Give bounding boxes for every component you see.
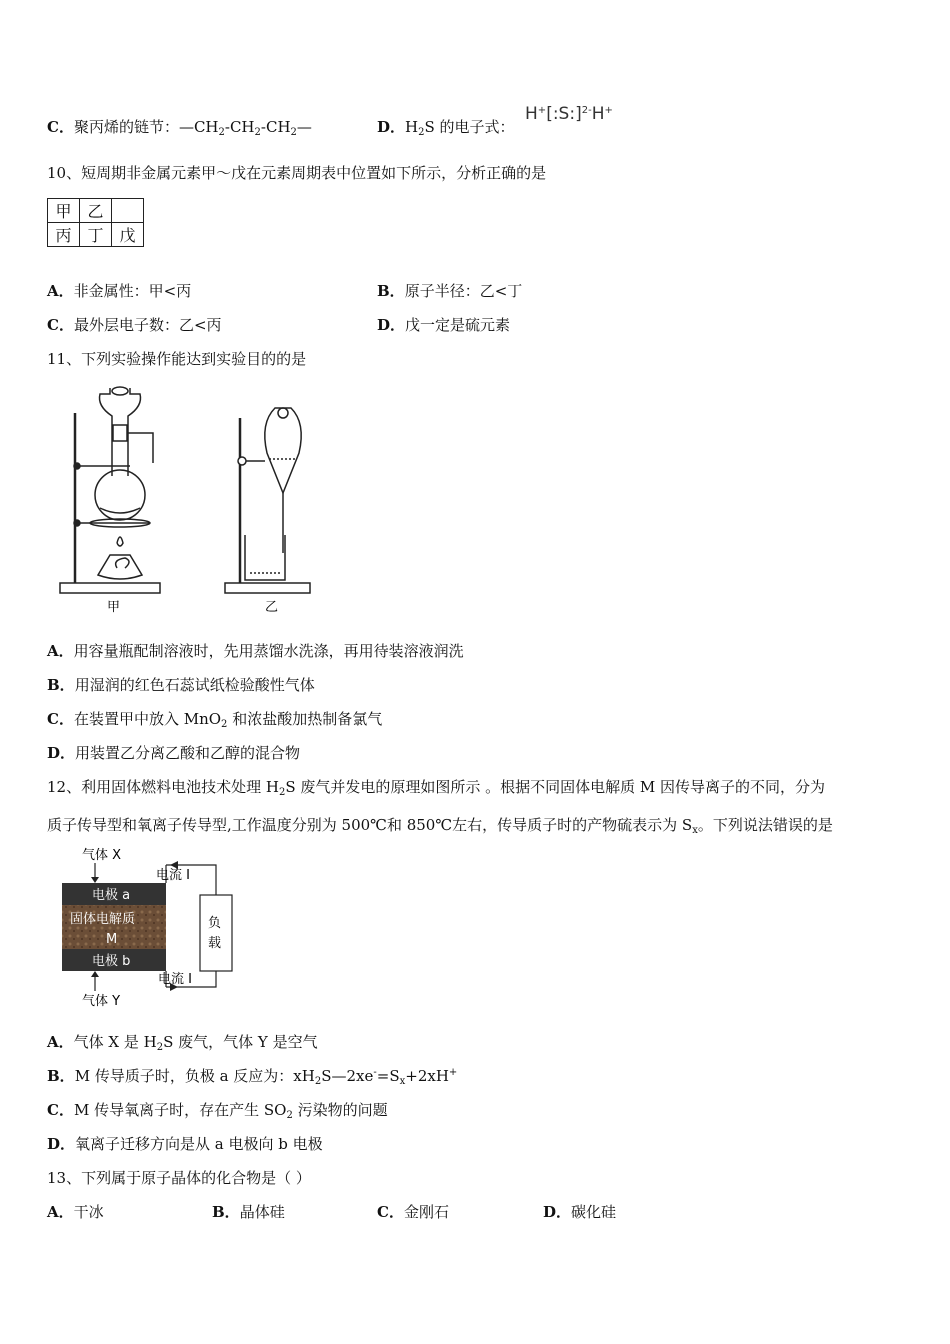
lab-apparatus-figure — [55, 383, 315, 618]
load-box — [200, 895, 232, 971]
figure-label-b: 乙 — [265, 600, 279, 615]
q13-option-c: C．金刚石 — [377, 1203, 449, 1221]
cell-jia: 甲 — [48, 199, 80, 223]
arrow-up-icon — [91, 971, 99, 977]
q13-option-d: D．碳化硅 — [543, 1203, 617, 1221]
q12-stem-line-2: 质子传导型和氧离子传导型,工作温度分别为 500℃和 850℃左右，传导质子时的产物硫表示为 $S_x$。下列说法错误的是 — [47, 816, 833, 836]
periodic-table-fragment — [47, 198, 144, 247]
svg-text:载: 载 — [208, 936, 222, 951]
separatory-funnel-a — [100, 388, 113, 476]
q10-option-d: D．戊一定是硫元素 — [377, 316, 511, 334]
q13-option-b: B．晶体硅 — [212, 1203, 285, 1221]
q13-option-a: A．干冰 — [47, 1203, 104, 1221]
cell-bing: 丙 — [48, 223, 80, 247]
stopper — [113, 425, 127, 441]
fuel-cell-diagram — [60, 845, 240, 1010]
svg-text:固体电解质: 固体电解质 — [70, 912, 136, 927]
q11-option-d: D．用装置乙分离乙酸和乙醇的混合物 — [47, 744, 301, 762]
q12-option-d: D．氧离子迁移方向是从 a 电极向 b 电极 — [47, 1135, 323, 1153]
figure-label-a: 甲 — [107, 600, 121, 615]
gas-x-label: 气体 X — [82, 848, 122, 863]
cell-empty — [112, 199, 144, 223]
q9-option-d: D．$H_2S$ 的电子式： — [377, 118, 515, 138]
svg-text:M: M — [106, 932, 118, 947]
stand-base-a — [60, 583, 160, 593]
q11-option-a: A．用容量瓶配制溶液时，先用蒸馏水洗涤，再用待装溶液润洗 — [47, 642, 464, 660]
separatory-funnel-b — [265, 408, 301, 493]
flame — [117, 537, 123, 546]
q11-option-c: C．在装置甲中放入 MnO$_2$ 和浓盐酸加热制备氯气 — [47, 710, 383, 730]
q11-option-b: B．用湿润的红色石蕊试纸检验酸性气体 — [47, 676, 315, 694]
q12-stem-line-1: 12、利用固体燃料电池技术处理 $H_2S$ 废气并发电的原理如图所示 。根据不同固体电解质 M 因传导离子的不同，分为 — [47, 778, 826, 798]
svg-text:负: 负 — [208, 916, 222, 931]
delivery-tube — [128, 433, 153, 463]
cell-yi: 乙 — [80, 199, 112, 223]
q9-option-c: C．聚丙烯的链节：$—CH_2-CH_2-CH_2—$ — [47, 118, 312, 138]
current-bottom-label: 电流 I — [158, 972, 192, 987]
cell-wu: 戊 — [112, 223, 144, 247]
q12-option-b: B．M 传导质子时，负极 a 反应为：$xH_2S—2xe^-=S_x+2xH^+$ — [47, 1067, 458, 1087]
q12-option-a: A．气体 X 是 $H_2S$ 废气，气体 Y 是空气 — [47, 1033, 318, 1053]
q10-option-c: C．最外层电子数：乙<丙 — [47, 316, 222, 334]
q12-option-c: C．M 传导氧离子时，存在产生 $SO_2$ 污染物的问题 — [47, 1101, 388, 1121]
q10-option-b: B．原子半径：乙<丁 — [377, 282, 523, 300]
cell-ding: 丁 — [80, 223, 112, 247]
current-top-label: 电流 I — [156, 868, 190, 883]
q13-stem: 13、下列属于原子晶体的化合物是（ ） — [47, 1169, 311, 1187]
h2s-electron-formula: H+[:S:]$^{2-}$H+ — [525, 104, 613, 124]
svg-text:电极 a: 电极 a — [92, 888, 131, 903]
q10-stem: 10、短周期非金属元素甲～戊在元素周期表中位置如下所示，分析正确的是 — [47, 164, 547, 182]
svg-text:电极 b: 电极 b — [92, 954, 131, 969]
q10-option-a: A．非金属性：甲<丙 — [47, 282, 192, 300]
q11-stem: 11、下列实验操作能达到实验目的的是 — [47, 350, 307, 368]
stand-base-b — [225, 583, 310, 593]
arrow-down-icon — [91, 877, 99, 883]
gas-y-label: 气体 Y — [82, 994, 121, 1009]
